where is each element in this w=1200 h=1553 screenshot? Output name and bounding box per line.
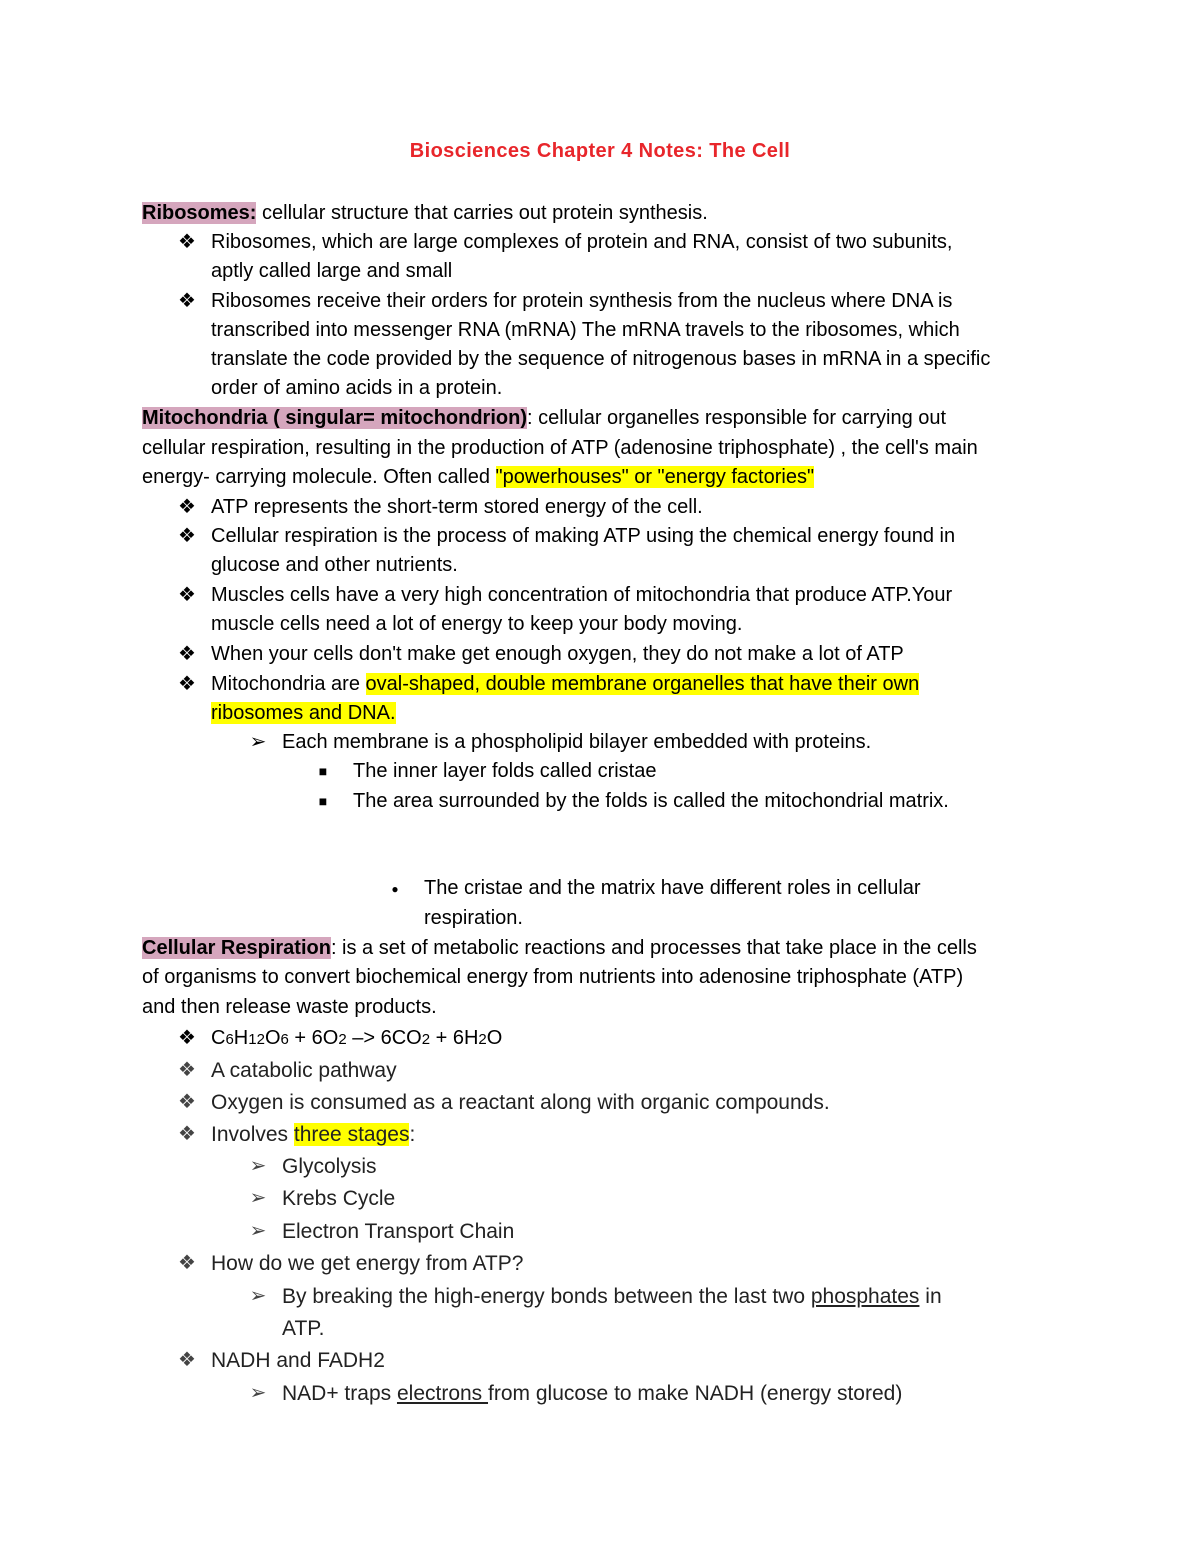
- sub-list-item: Each membrane is a phospholipid bilayer embedded with proteins.: [282, 731, 872, 753]
- sub-list-item-cont: ATP.: [282, 1317, 325, 1340]
- equation: C6H12O6 + 6O2 –> 6CO2 + 6H2O: [211, 1027, 503, 1049]
- list-item-cont: [211, 699, 396, 728]
- sub-list-item: Electron Transport Chain: [282, 1220, 515, 1243]
- square-bullet-icon: ■: [318, 793, 328, 809]
- list-item-cont: translate the code provided by the sequence of nitrogenous bases in mRNA in a specific: [211, 348, 991, 370]
- list-item: How do we get energy from ATP?: [211, 1252, 524, 1275]
- highlight: "powerhouses" or "energy factories": [495, 466, 815, 488]
- diamond-bullet-icon: ❖: [178, 1252, 196, 1274]
- dot-bullet-icon: ●: [391, 882, 399, 896]
- diamond-bullet-icon: ❖: [178, 1091, 196, 1113]
- diamond-bullet-icon: ❖: [178, 584, 196, 606]
- ribosomes-definition: Ribosomes: cellular structure that carries out protein synthesis.: [142, 202, 708, 224]
- list-item: Ribosomes receive their orders for protein synthesis from the nucleus where DNA is: [211, 290, 953, 312]
- list-item: NADH and FADH2: [211, 1349, 385, 1372]
- sub-sub-list-item: The area surrounded by the folds is called the mitochondrial matrix.: [353, 790, 949, 812]
- diamond-bullet-icon: ❖: [178, 673, 196, 695]
- sub-list-item: Glycolysis: [282, 1155, 377, 1178]
- list-item-cont: muscle cells need a lot of energy to keep your body moving.: [211, 613, 743, 635]
- diamond-bullet-icon: ❖: [178, 496, 196, 518]
- ribosomes-term: Ribosomes:: [142, 202, 257, 224]
- list-item-cont: order of amino acids in a protein.: [211, 377, 503, 399]
- arrow-bullet-icon: ➢: [249, 1187, 267, 1209]
- list-item-cont: aptly called large and small: [211, 260, 453, 282]
- definition-cont: cellular respiration, resulting in the production of ATP (adenosine triphosphate) , the cell's main: [142, 437, 978, 459]
- square-bullet-icon: ■: [318, 763, 328, 779]
- diamond-bullet-icon: ❖: [178, 643, 196, 665]
- list-item: Oxygen is consumed as a reactant along with organic compounds.: [211, 1091, 830, 1114]
- list-item-cont: glucose and other nutrients.: [211, 554, 458, 576]
- sub-list-item: By breaking the high-energy bonds between the last two phosphates in: [282, 1285, 942, 1308]
- list-item: A catabolic pathway: [211, 1059, 397, 1082]
- diamond-bullet-icon: ❖: [178, 1123, 196, 1145]
- arrow-bullet-icon: ➢: [249, 731, 267, 753]
- list-item: When your cells don't make get enough oxygen, they do not make a lot of ATP: [211, 643, 904, 665]
- definition-cont: of organisms to convert biochemical energy from nutrients into adenosine triphosphate (ATP): [142, 966, 964, 988]
- list-item: Ribosomes, which are large complexes of protein and RNA, consist of two subunits,: [211, 231, 953, 253]
- sub-list-item: Krebs Cycle: [282, 1187, 396, 1210]
- arrow-bullet-icon: ➢: [249, 1382, 267, 1404]
- diamond-bullet-icon: ❖: [178, 231, 196, 253]
- list-item: Involves three stages:: [211, 1123, 416, 1146]
- sub-sub-list-item: The inner layer folds called cristae: [353, 760, 657, 782]
- diamond-bullet-icon: ❖: [178, 1349, 196, 1371]
- highlight: ribosomes and DNA.: [211, 702, 396, 724]
- definition-cont: energy- carrying molecule. Often called "powerhouses" or "energy factories": [142, 466, 815, 488]
- arrow-bullet-icon: ➢: [249, 1155, 267, 1177]
- highlight: three stages: [293, 1123, 410, 1146]
- respiration-term: Cellular Respiration: [142, 937, 331, 959]
- diamond-bullet-icon: ❖: [178, 1027, 196, 1049]
- diamond-bullet-icon: ❖: [178, 1059, 196, 1081]
- list-item-cont: transcribed into messenger RNA (mRNA) The mRNA travels to the ribosomes, which: [211, 319, 960, 341]
- list-item: ATP represents the short-term stored energy of the cell.: [211, 496, 703, 518]
- diamond-bullet-icon: ❖: [178, 525, 196, 547]
- arrow-bullet-icon: ➢: [249, 1220, 267, 1242]
- page-title: Biosciences Chapter 4 Notes: The Cell: [409, 140, 791, 162]
- list-item: Cellular respiration is the process of making ATP using the chemical energy found in: [211, 525, 956, 547]
- respiration-definition: Cellular Respiration: is a set of metabolic reactions and processes that take place in the cells: [142, 937, 977, 959]
- highlight: oval-shaped, double membrane organelles that have their own: [365, 673, 920, 695]
- sub-list-item: NAD+ traps electrons from glucose to make NADH (energy stored): [282, 1382, 903, 1405]
- dot-list-item-cont: respiration.: [424, 907, 523, 929]
- list-item: Muscles cells have a very high concentration of mitochondria that produce ATP.Your: [211, 584, 953, 606]
- definition-cont: and then release waste products.: [142, 996, 437, 1018]
- list-item: Mitochondria are oval-shaped, double membrane organelles that have their own: [211, 673, 920, 695]
- arrow-bullet-icon: ➢: [249, 1285, 267, 1307]
- mitochondria-definition: Mitochondria ( singular= mitochondrion): cellular organelles responsible for carrying out: [142, 407, 947, 429]
- mitochondria-term: Mitochondria ( singular= mitochondrion): [142, 407, 527, 429]
- dot-list-item: The cristae and the matrix have different roles in cellular: [424, 877, 921, 899]
- diamond-bullet-icon: ❖: [178, 290, 196, 312]
